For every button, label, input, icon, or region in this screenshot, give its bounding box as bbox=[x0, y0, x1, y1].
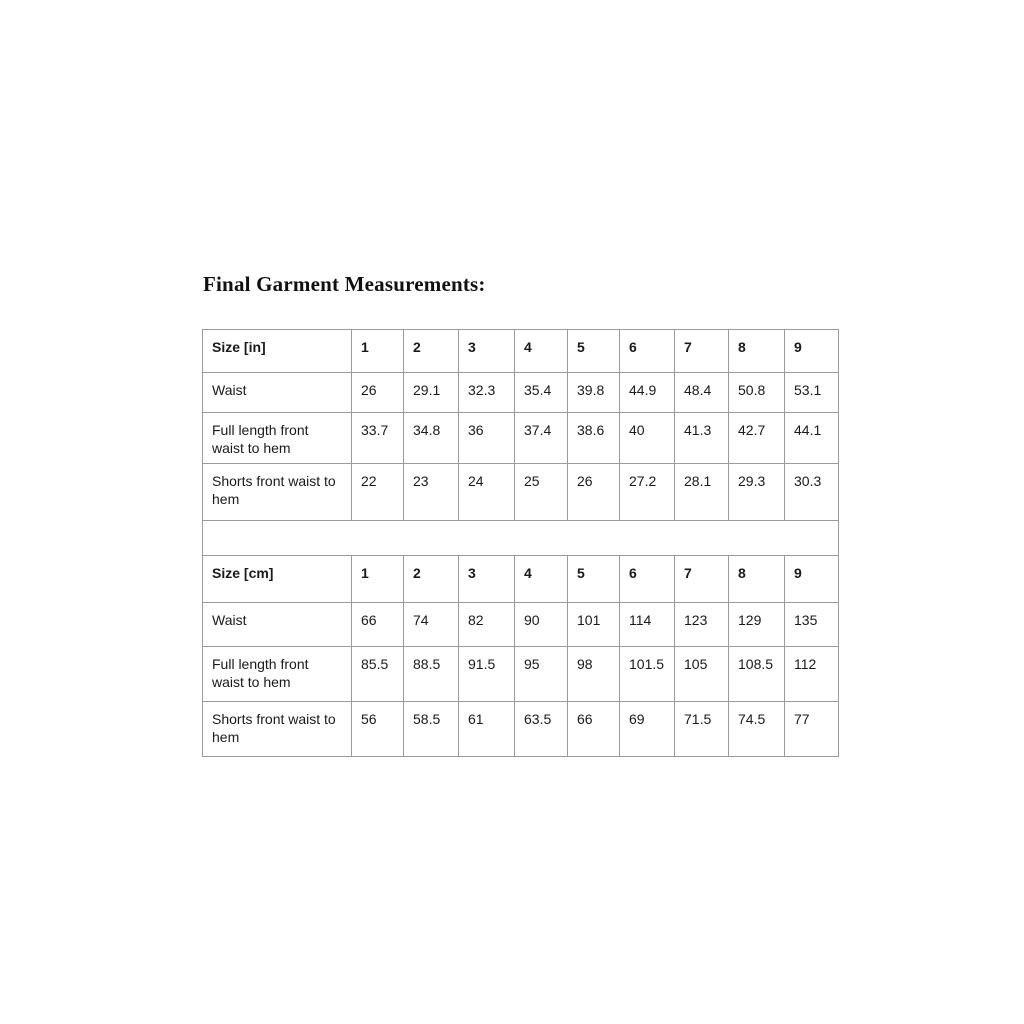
table-cell: 95 bbox=[515, 647, 568, 702]
table-cell: 112 bbox=[785, 647, 839, 702]
table-cell: 26 bbox=[568, 464, 620, 521]
header-cell: 9 bbox=[785, 556, 839, 603]
table-cell: 42.7 bbox=[729, 413, 785, 464]
table-row bbox=[203, 603, 839, 647]
table-cell: 69 bbox=[620, 702, 675, 757]
table-cell: 37.4 bbox=[515, 413, 568, 464]
row-label: Full length front waist to hem bbox=[203, 413, 352, 464]
table-cell: 32.3 bbox=[459, 373, 515, 413]
table-cell: 22 bbox=[352, 464, 404, 521]
table-cell: 41.3 bbox=[675, 413, 729, 464]
table-row bbox=[203, 647, 839, 702]
table-cell: 56 bbox=[352, 702, 404, 757]
table-cell: 135 bbox=[785, 603, 839, 647]
table-cell: 36 bbox=[459, 413, 515, 464]
table-cell: 129 bbox=[729, 603, 785, 647]
table-cell: 30.3 bbox=[785, 464, 839, 521]
header-cell: 3 bbox=[459, 556, 515, 603]
table-cell: 114 bbox=[620, 603, 675, 647]
header-cell: 2 bbox=[404, 330, 459, 373]
table-cell: 39.8 bbox=[568, 373, 620, 413]
header-cell: 4 bbox=[515, 556, 568, 603]
table-cell: 44.9 bbox=[620, 373, 675, 413]
table-cell: 28.1 bbox=[675, 464, 729, 521]
table-cell: 38.6 bbox=[568, 413, 620, 464]
table-cell: 29.1 bbox=[404, 373, 459, 413]
row-label: Waist bbox=[203, 373, 352, 413]
table-cell: 25 bbox=[515, 464, 568, 521]
header-cell: 6 bbox=[620, 556, 675, 603]
table-cell: 101.5 bbox=[620, 647, 675, 702]
spacer-cell bbox=[203, 521, 839, 556]
table-cell: 88.5 bbox=[404, 647, 459, 702]
table-cell: 44.1 bbox=[785, 413, 839, 464]
row-label: Shorts front waist to hem bbox=[203, 464, 352, 521]
table-cell: 105 bbox=[675, 647, 729, 702]
header-cell: 2 bbox=[404, 556, 459, 603]
table-cell: 58.5 bbox=[404, 702, 459, 757]
table-cell: 61 bbox=[459, 702, 515, 757]
table-cell: 108.5 bbox=[729, 647, 785, 702]
table-cell: 48.4 bbox=[675, 373, 729, 413]
spacer-row bbox=[203, 521, 839, 556]
table-cell: 34.8 bbox=[404, 413, 459, 464]
table-cell: 29.3 bbox=[729, 464, 785, 521]
table-cell: 24 bbox=[459, 464, 515, 521]
page-title: Final Garment Measurements: bbox=[203, 272, 486, 296]
table-cell: 35.4 bbox=[515, 373, 568, 413]
table-cell: 90 bbox=[515, 603, 568, 647]
measurements-table bbox=[202, 329, 839, 757]
header-cell: Size [cm] bbox=[203, 556, 352, 603]
table-cell: 74 bbox=[404, 603, 459, 647]
header-cell: 7 bbox=[675, 556, 729, 603]
table-cell: 66 bbox=[352, 603, 404, 647]
table-cell: 85.5 bbox=[352, 647, 404, 702]
table-cell: 74.5 bbox=[729, 702, 785, 757]
inch-header-row bbox=[203, 330, 839, 373]
header-cell: 6 bbox=[620, 330, 675, 373]
header-cell: 7 bbox=[675, 330, 729, 373]
header-cell: 1 bbox=[352, 330, 404, 373]
row-label: Full length front waist to hem bbox=[203, 647, 352, 702]
table-row bbox=[203, 702, 839, 757]
row-label: Waist bbox=[203, 603, 352, 647]
header-cell: 8 bbox=[729, 556, 785, 603]
table-cell: 40 bbox=[620, 413, 675, 464]
table-cell: 53.1 bbox=[785, 373, 839, 413]
table-cell: 27.2 bbox=[620, 464, 675, 521]
table-cell: 63.5 bbox=[515, 702, 568, 757]
header-cell: 4 bbox=[515, 330, 568, 373]
table-cell: 82 bbox=[459, 603, 515, 647]
table-cell: 26 bbox=[352, 373, 404, 413]
table-cell: 66 bbox=[568, 702, 620, 757]
table-cell: 50.8 bbox=[729, 373, 785, 413]
header-cell: Size [in] bbox=[203, 330, 352, 373]
table-cell: 91.5 bbox=[459, 647, 515, 702]
table-cell: 77 bbox=[785, 702, 839, 757]
table-cell: 101 bbox=[568, 603, 620, 647]
header-cell: 3 bbox=[459, 330, 515, 373]
table-row bbox=[203, 464, 839, 521]
header-cell: 5 bbox=[568, 330, 620, 373]
table-row bbox=[203, 413, 839, 464]
table-cell: 123 bbox=[675, 603, 729, 647]
table-cell: 33.7 bbox=[352, 413, 404, 464]
table-cell: 23 bbox=[404, 464, 459, 521]
header-cell: 1 bbox=[352, 556, 404, 603]
header-cell: 5 bbox=[568, 556, 620, 603]
row-label: Shorts front waist to hem bbox=[203, 702, 352, 757]
header-cell: 8 bbox=[729, 330, 785, 373]
table-row bbox=[203, 373, 839, 413]
table-cell: 71.5 bbox=[675, 702, 729, 757]
table-cell: 98 bbox=[568, 647, 620, 702]
header-cell: 9 bbox=[785, 330, 839, 373]
cm-header-row bbox=[203, 556, 839, 603]
